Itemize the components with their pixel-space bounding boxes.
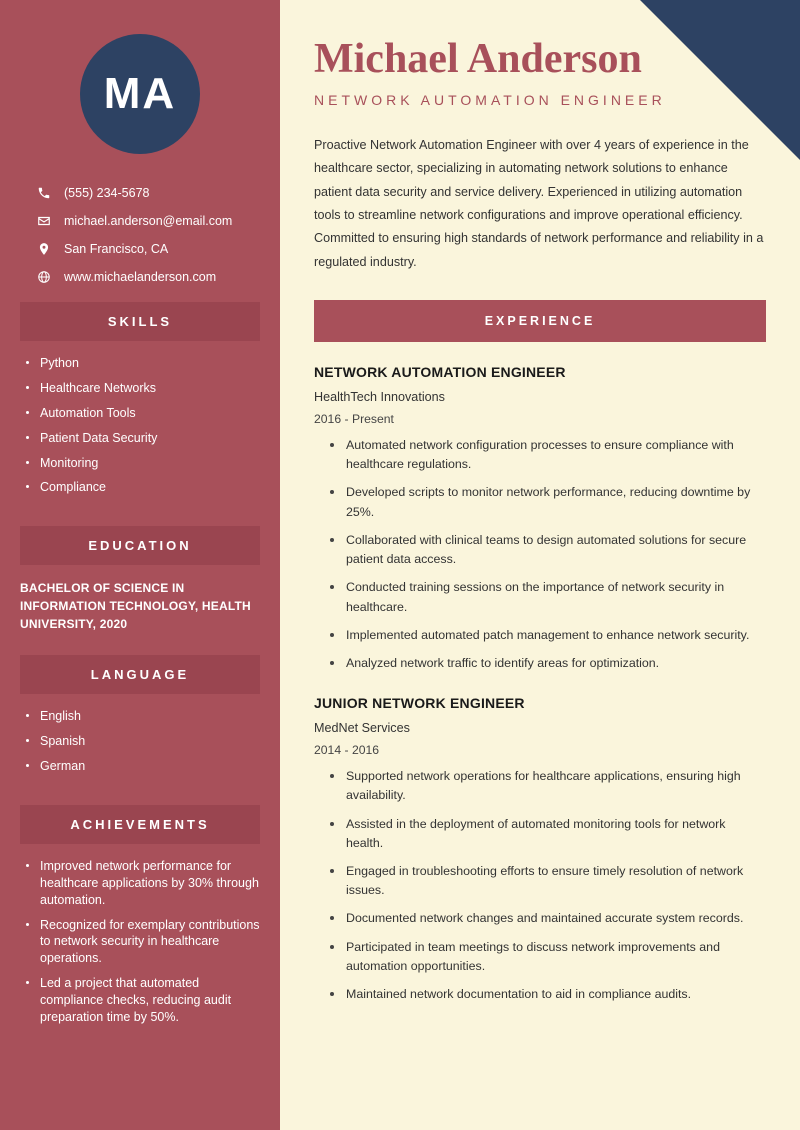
achievements-block <box>0 844 280 1038</box>
list-item: German <box>26 758 260 775</box>
list-item: Monitoring <box>26 455 260 472</box>
contact-list <box>0 186 280 284</box>
sidebar <box>0 0 280 1130</box>
job-dates: 2016 - Present <box>314 411 394 426</box>
list-item: Analyzed network traffic to identify areas for optimization. <box>330 654 766 673</box>
email-icon <box>34 214 54 228</box>
contact-website <box>34 270 260 284</box>
avatar-container <box>0 0 280 154</box>
job-company: HealthTech Innovations <box>314 389 445 404</box>
list-item: Healthcare Networks <box>26 380 260 397</box>
contact-location <box>34 242 260 256</box>
job-role: JUNIOR NETWORK ENGINEER <box>314 695 525 712</box>
main-inner <box>280 0 800 1004</box>
phone-icon <box>34 186 54 200</box>
list-item: Patient Data Security <box>26 430 260 447</box>
list-item: English <box>26 708 260 725</box>
contact-location-text: San Francisco, CA <box>64 242 169 256</box>
skills-list <box>26 355 260 496</box>
language-block <box>0 694 280 787</box>
list-item: Automation Tools <box>26 405 260 422</box>
list-item: Spanish <box>26 733 260 750</box>
list-item: Assisted in the deployment of automated monitoring tools for network health. <box>330 815 766 853</box>
experience-entry <box>314 695 766 1004</box>
job-duties-list <box>314 767 766 1004</box>
list-item: Improved network performance for healthcare applications by 30% through automation. <box>26 858 260 909</box>
contact-email-text: michael.anderson@email.com <box>64 214 233 228</box>
list-item: Led a project that automated compliance checks, reducing audit preparation time by 50%. <box>26 975 260 1026</box>
list-item: Compliance <box>26 479 260 496</box>
contact-phone-text: (555) 234-5678 <box>64 186 150 200</box>
achievements-list <box>26 858 260 1026</box>
list-item: Supported network operations for healthcare applications, ensuring high availability. <box>330 767 766 805</box>
achievements-heading: ACHIEVEMENTS <box>20 805 260 844</box>
job-role: NETWORK AUTOMATION ENGINEER <box>314 363 566 380</box>
list-item: Recognized for exemplary contributions to network security in healthcare operations. <box>26 917 260 968</box>
location-pin-icon <box>34 242 54 256</box>
skills-heading: SKILLS <box>20 302 260 341</box>
list-item: Participated in team meetings to discuss network improvements and automation opportunities. <box>330 938 766 976</box>
job-duties-list <box>314 436 766 673</box>
education-entry: BACHELOR OF SCIENCE IN INFORMATION TECHNOLOGY, HEALTH UNIVERSITY, 2020 <box>20 581 251 632</box>
list-item: Collaborated with clinical teams to design automated solutions for secure patient data access. <box>330 531 766 569</box>
job-title-subheading: NETWORK AUTOMATION ENGINEER <box>314 92 666 109</box>
avatar: MA <box>80 34 200 154</box>
list-item: Automated network configuration processes to ensure compliance with healthcare regulations. <box>330 436 766 474</box>
education-heading: EDUCATION <box>20 526 260 565</box>
list-item: Maintained network documentation to aid in compliance audits. <box>330 985 766 1004</box>
language-list <box>26 708 260 775</box>
contact-website-text: www.michaelanderson.com <box>64 270 217 284</box>
globe-icon <box>34 270 54 284</box>
contact-email <box>34 214 260 228</box>
summary-paragraph: Proactive Network Automation Engineer with over 4 years of experience in the healthcare sector, specializing in automating network solutions to enhance patient data security and service delivery. Experienced in utilizing automation tools to streamline network configurations and improve operational efficiency. Committed to ensuring high standards of network performance and reliability in a regulated industry. <box>314 138 764 269</box>
list-item: Python <box>26 355 260 372</box>
list-item: Implemented automated patch management to enhance network security. <box>330 626 766 645</box>
experience-heading: EXPERIENCE <box>314 300 766 342</box>
skills-block <box>0 341 280 508</box>
experience-entry <box>314 364 766 673</box>
language-heading: LANGUAGE <box>20 655 260 694</box>
list-item: Engaged in troubleshooting efforts to ensure timely resolution of network issues. <box>330 862 766 900</box>
page-title: Michael Anderson <box>314 36 642 82</box>
main-content <box>280 0 800 1130</box>
contact-phone <box>34 186 260 200</box>
list-item: Conducted training sessions on the importance of network security in healthcare. <box>330 578 766 616</box>
job-dates: 2014 - 2016 <box>314 743 380 758</box>
list-item: Documented network changes and maintained accurate system records. <box>330 909 766 928</box>
list-item: Developed scripts to monitor network performance, reducing downtime by 25%. <box>330 483 766 521</box>
job-company: MedNet Services <box>314 721 410 736</box>
